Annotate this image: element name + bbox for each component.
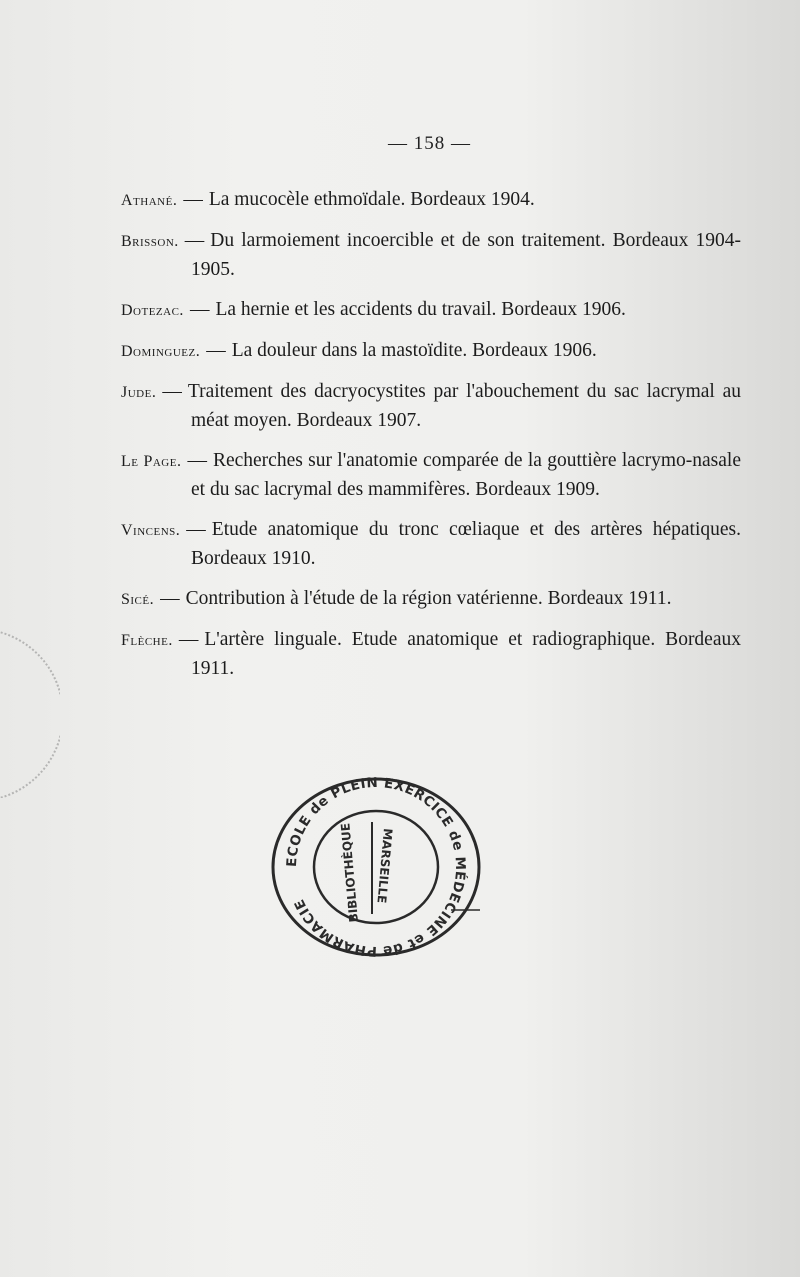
- entry-separator: —: [183, 189, 203, 210]
- entry-separator: —: [184, 230, 205, 251]
- entry-author: Flèche.: [121, 632, 173, 649]
- entry-title: La hernie et les accidents du travail. Bordeaux 1906.: [215, 299, 626, 320]
- bibliography-entry: [121, 447, 741, 504]
- entry-author: Dominguez.: [121, 343, 201, 360]
- entry-separator: —: [206, 340, 226, 361]
- bibliography-entry: [121, 296, 741, 325]
- bibliography-entry: [121, 378, 741, 435]
- bibliography-entry: [121, 337, 741, 366]
- bibliography-list: [121, 186, 741, 695]
- stamp-inner-ring: [314, 811, 438, 923]
- entry-author: Le Page.: [121, 453, 182, 470]
- stamp-outer-ring: [273, 779, 479, 955]
- entry-title: Etude anatomique du tronc cœliaque et des artères hépatiques. Bordeaux 1910.: [191, 519, 741, 569]
- bibliography-entry: [121, 516, 741, 573]
- faded-stamp-mark: [0, 628, 60, 798]
- stamp-outer-text: ECOLE de PLEIN EXERCICE de MÉDECINE et de PHARMACIE: [283, 774, 469, 960]
- entry-author: Vincens.: [121, 522, 181, 539]
- bibliography-entry: [121, 227, 741, 284]
- entry-title: Contribution à l'étude de la région vatérienne. Bordeaux 1911.: [185, 588, 672, 609]
- entry-separator: —: [186, 519, 206, 540]
- library-stamp: [266, 772, 486, 962]
- entry-title: Recherches sur l'anatomie comparée de la gouttière lacrymo-nasale et du sac lacrymal des mammifères. Bordeaux 1909.: [191, 450, 741, 500]
- library-stamp-seal: [266, 772, 486, 962]
- entry-title: Traitement des dacryocystites par l'abouchement du sac lacrymal au méat moyen. Bordeaux 1907.: [187, 381, 741, 431]
- stamp-text-marseille: MARSEILLE: [374, 827, 395, 904]
- entry-author: Brisson.: [121, 233, 179, 250]
- entry-author: Jude.: [121, 384, 157, 401]
- stamp-text-bibliotheque: BIBLIOTHÈQUE: [338, 822, 361, 923]
- bibliography-entry: [121, 626, 741, 683]
- entry-title: La douleur dans la mastoïdite. Bordeaux 1906.: [231, 340, 597, 361]
- entry-separator: —: [162, 381, 182, 402]
- entry-title: L'artère linguale. Etude anatomique et radiographique. Bordeaux 1911.: [191, 629, 741, 679]
- entry-author: Athané.: [121, 192, 178, 209]
- bibliography-entry: [121, 585, 741, 614]
- entry-separator: —: [160, 588, 180, 609]
- bibliography-entry: [121, 186, 741, 215]
- page-number: — 158 —: [388, 133, 471, 154]
- entry-author: Dotezac.: [121, 302, 184, 319]
- entry-separator: —: [189, 299, 210, 320]
- entry-title: La mucocèle ethmoïdale. Bordeaux 1904.: [208, 189, 535, 210]
- entry-separator: —: [187, 450, 207, 471]
- entry-separator: —: [178, 629, 199, 650]
- entry-title: Du larmoiement incoercible et de son traitement. Bordeaux 1904-1905.: [191, 230, 741, 280]
- entry-author: Sicé.: [121, 591, 155, 608]
